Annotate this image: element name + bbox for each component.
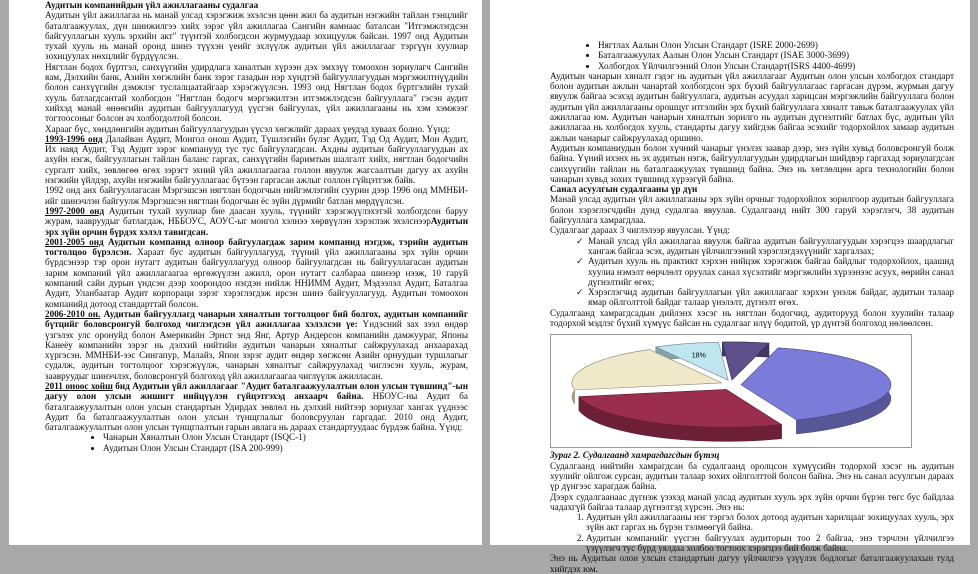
list-item: 2. Аудитын компанийг үүсгэн байгуулах аудиторын тоо 2 байгаа, энэ тэрчлэн үйлчилгээ үзүүлэгч тус бүрд уялдаа холбоо тогтоох хэрэгцээ бий болж байна. xyxy=(586,533,954,554)
standards-list-left xyxy=(45,432,468,453)
survey-section-title: Санал асуулгын судалгааны үр дүн xyxy=(550,184,698,195)
era-2001-text: Хараат бус аудитын байгууллагууд, түүний үйл ажиллагааны эрх зүйн орчин бүрдсэнээр тэр орон нутагт аудитын байгууллагууд олноор байгуулагдсан нь байгууллагасан аудитын зарим компаний үйл ажиллагаагаа өргөжүүлэн ажилл, орон нутагт салбараа шинээр нээж, 10 гаруй компаний сайн дурын үндсэн дээр хоорондоо нэгдэн нийлж ННИММ Аудит, Мэдээлэл Аудит, Баталгаа Аудит, Уланбаатар Аудит корпораци зэрэг хэрэглэгдэж ирсэн шинэ байгууллагууд. Аудитын томоохон компанийд дотоод стандарттай болсон. xyxy=(45,247,469,309)
list-item: • Нягтлах Аалын Олон Улсын Стандарт (ISRE 2000-2699) xyxy=(598,40,954,50)
list-item: • Чанарын Хяналтын Олон Улсын Стандарт (ISQC-1) xyxy=(103,432,468,442)
era-2006-paragraph xyxy=(45,309,468,381)
era-1993-paragraph xyxy=(45,134,468,185)
right-paragraph-4: Судалгааг дараах 3 чиглэлээр явуулсан. Үүнд: xyxy=(550,225,730,236)
era-2006-text: Үндэсний зах зээл өндөр үзгэлэх улс оронуйд болон Америкийн Эрнст энд Янг, Артур Андерсон компанийн дамжуураг, Японы Канеёу компанийн зэрэг нь дэлхий нийтийн аудитын чанарын хяналтыг сайжруулахад анхаарахад хүргэсэн. ММНБИ-ээс Сингапур, Малайз, Япон зэрэг аудит өндөр хөгжсөн Азийн орнуудын туршлагыг судалж, аудитын тогтолцоог хэрэгжүүлж, чанарын хяналтыг сайжруулахад чиглэсэн хууль, журам, заавруудыг шинэчлэх, боловсронгуй болгоход үйл ажиллагаагаа чиглүүлж ажилласан. xyxy=(45,319,468,381)
right-paragraph-5: Судалгаанд хамрагдсадын дийлэнх хэсэг нь нягтлан бодогчид, аудиторууд болон хуулийн талаар тодорхой мэдлэг бүхий хүмүүс байсан нь судалгааг илүү бодитой, үр дүнтэй болгоход нөлөөлсөн. xyxy=(550,307,954,329)
right-paragraph-6: Судалгаанд нийтийн хамрагдсан ба судалгаанд оролцсон хүмүүсийн тодорхой хэсэг нь аудитын хуулийг ойлгож сурсан, аудитын талаар зохих ойлголттой болсон байна. Энэ нь санал асуулгын дараах үр дүнгээс харагдаж байна. xyxy=(550,460,954,492)
left-page-title: Аудитын компанийдын үйл ажиллагааны судалгаа xyxy=(45,0,259,10)
era-1993-text: Далайван Аудит, Монгол онош Аудит, Түшлэгийн бүлэг Аудит, Тэд Од Аудит, Мон Аудит, Их наяд Аудит, Тэд Аудит зэрэг компанууд тус тус байгуулагдсан. Ахдны аудитын байгууллагуудын ах ахуйн нэгж, байгууллагын тайлан баланс гаргах, санхүүгийн баримтын шалгалт хийх, нягтлан бодогчийн сургалт хийх, зөвлөгөө өгөх зэрэгт эхний үйл ажиллагаагаа голлон явуулж жагсаалтын дагуу ах ахуйн нэгжийн үйлдэр, ахуйн нэгжийн байгууллагаас бүтээн гаргасан ажлыг голлон гүйцэтгэж байв. xyxy=(45,133,468,186)
era-1997-bold: Аудитын эрх зүйн орчин бүрдэх хэлэл тавигдсан. xyxy=(45,216,468,237)
pie-slice-label: 18% xyxy=(691,353,706,361)
right-paragraph-3: Манай улсад аудитын үйл ажиллагааны эрх зүйн орчныг тодорхойлох зорилгоор аудитын байгууллага болон хэрэглэгчдийн дунд судалгаа явуулав. Судалгаанд нийт 300 гаруй хэрэглэгч, 38 аудитын байгууллага хамрагдлаа. xyxy=(550,194,954,226)
era-1997-heading: 1997-2000 онд xyxy=(45,205,105,216)
left-paragraph-1: Аудитын үйл ажиллагаа нь манай улсад хэрэгжиж эхэлсэн цөөн жил ба аудитын нэгжийн тайлан тэнцлийг баталгаажуулах, дүн шинжилгээ хийх зэрэг үйл ажиллагаа Сангийн яамнаас баталсан "Итгэмжлэгдсэн байгууллагын хууль эрхийн акт" түүнтэй холбогдсон журмуудаар зохицуулж байсан. 1997 онд Аудитын тухай хууль нь манай оронд шинэ түүхэн үеийг эхлүүлж аудитын үйл ажиллагааг тэргүүн хуулиар зохицуулах нөхцлийг бүрдүүлсэн. xyxy=(45,10,468,62)
list-item: • Холбогдох Үйлчилгээний Олон Улсын Стандарт(ISRS 4400-4699) xyxy=(598,61,954,71)
left-paragraph-2: Нягтлан бодох бүртгэл, санхүүгийн удирдлага ханалтын хүрээн дэх эмхзүү томоохон зориулагч Сангийн яам, Дэлхийн банк, Азийн хөгжлийн банк зэрэг газадын нэр хүндтэй байгууллагуудын мэргэжилтнүүдийн болон санхүүгийн дэмжлэг туслалцаатайгаар хэрэгжүүлсэн. 1993 онд Нягтлан бодох бүртгэлийн тухай хууль батлагдсантай холбогдон "Нягтлан бодогч мэргэжилтэн итгэмжлэгдсэн байгууллага" гэсэн аудит хийхэд манай өнөөгийн аудитын байгууллагууд үүсгэн байгуулах, үйл ажиллагааны нь хэм хэмжээг тогтоосоныг болсон ач холбогдолтой болсон. xyxy=(45,61,468,124)
era-2006-bold: Аудитын байгууллагд чанарын хяналтын тогтолцоог бий болгох, аудитын компанийг бүтцийг боловсронгуй болгоход чиглэгдсэн үйл ажиллагаа хэлэлсэн үе: xyxy=(45,308,468,330)
era-2011-text: НБОУС-ны Аудит ба баталгаажуулалтын олон улсын стандартын Удирдах зөвлөл нь дэлхий нийтээр зориулаг хангах үүднээс Аудит ба баталгаажуулалтын олон улсын түнщглалыг боловсруулан гаргадаг. 2010 онд Аудит, баталгаажуулалтын олон улсын түнщглалтын гарын авлага нь дараах стандартуудаас бүрдэж байна. Үүнд: xyxy=(45,391,468,433)
document-page-left xyxy=(9,0,482,545)
standards-list-right xyxy=(550,40,954,71)
list-item: • Аудитын Олон Улсын Стандарт (ISA 200-999) xyxy=(103,443,468,453)
list-item: ✓ Хэрэглэгчид аудитын байгууллагын үйл ажиллагааг хэрхэн үнэлж байдаг, аудитын талаар ямар ойлголттой байдаг талаар үнэлэлт, дүгнэлт өгөх. xyxy=(576,287,954,308)
era-2011-heading: 2011 оноос хойш xyxy=(45,380,113,391)
respondents-pie-chart xyxy=(550,334,912,448)
list-item: 1. Аудитын үйл ажиллагааны нэг тэргэл болох дотоод аудитын харилцааг зохицуулах хууль, эрх зүйн акт гаргах нь бүрэн тэлмөөгүй байна. xyxy=(586,512,954,533)
era-1993-heading: 1993-1996 онд xyxy=(45,133,103,144)
era-2006-heading: 2006-2010 он. xyxy=(45,308,101,319)
era-1997-text: Аудитын тухай хуулиар бие даасан хууль, түүнийг хэрэгжүүлэхэтэй холбогдсон баруу журам, заавруудыг батлагдаж, НББОУС, АОУС-ыг монгол хэлнээ хөрвүүлэн хэрэглэж эхэлснээр xyxy=(45,205,468,227)
era-2011-bold: бид Аудитын үйл ажиллагааг "Аудит баталгаажуулалтын олон улсын түвшинд"-ын дагуу олон улсын жишигт нийцүүлэн гүйцэтгэхэд анхаарч байна. xyxy=(45,380,468,402)
conclusions-list xyxy=(550,512,954,553)
era-2001-bold: Аудитын компанид олноор байгуулагдаж зарим компанид нэгдэж, тэрийн аудитын тогтолцоо бүрэлсэн. xyxy=(45,236,468,258)
list-item: ✓ Манай улсад үйл ажиллагаа явуулж байгаа аудитын байгууллагуудын хэрэгцээ шаардлагыг хангаж байгаа эсэх, аудитын үйлчилгээний хэрэглэгдэхүүнийг харгалзах; xyxy=(576,236,954,257)
era-2011-paragraph xyxy=(45,381,468,432)
era-1997-paragraph xyxy=(45,206,468,237)
list-item: ✓ Аудитын хууль нь практикт хэрхэн нийцэж хэрэгжиж байгаа байдлыг тодорхойлох, цаашид хуулиа нэмэлт өөрчлөлт оруулах санал хүсэлтийг мэргэжлийн хүрээнээс асуух, өөрийн санал дүгнэлтийг өгөх; xyxy=(576,256,954,287)
list-item: • Баталгаажуулах Аалын Олон Улсын Стандарт (ISAE 3000-3699) xyxy=(598,50,954,60)
left-paragraph-3: Харааг бүс, хөндлөнгийн аудитын байгууллагуудын үүсэл хөгжлийг дараах үеудэд хуваах болно. Үүнд: xyxy=(45,123,451,134)
survey-directions-list xyxy=(550,236,954,308)
right-paragraph-2: Аудитын компаниудын болон хүчний чанарыг үнэлэх заавар дээр, энэ зүйн хувьд боловсронгуй болж байна. Үүний ихэнх нь эх аудитын нэгж, байгууллагуудын удирдлагын шийдвэр гаргахад зориулагдсан санхүүгийн тайлан нь баталгаажуулах түвшинд байна. Энэ нь хөтлөлцөн арга технологийн болон чанарын хувьд зохих түвшинд хүрээгүй байна. xyxy=(550,142,954,184)
chart-caption: Зураг 2. Судалгаанд хамрагдагсдын бүтэц xyxy=(550,450,720,461)
right-paragraph-1: Аудитын чанарын хяналт гэдэг нь аудитын үйл ажиллагааг Аудитын олон улсын холбогдох стандарт болон аудитын ажлын чанартай холбогдсон эрх бүхий байгууллагаас гаргасан дүрэм, журмын дагуу явуулж байгаа эсэхэд аудитын байгууллага, аудитын асуудал харицсан мэргэжлийн байгууллага болон аудитын үйл ажиллагааны орошцуг итгэлийн эрх бүхий байгууллага хяналт тавьж баталгаажуулах үйл ажиллагаа юм. Аудитын чанарын хяналтын зорилго нь аудитын дүгнэлтийг батлах бүс, аудитын үйл ажиллагаа нь холбогдох хууль, стандарты дагуу хийгдэж байгаа эсэхийг тодорхойлох замаар аудитын ажлын чанарыг сайжруулахад оршино. xyxy=(550,70,954,143)
right-paragraph-8: Энэ нь Аудитын олон улсын стандартын дагуу үйлчилгээ үзүүлэх бодлогыг баталгаажуулахын тулд хийгдэх юм. xyxy=(550,553,954,574)
era-1993-note: 1992 онд анх байгууллагасан Мэргэшсэн нягтлан бодогчын нийгэмлэгийн суурин дээр 1996 онд ММНБИ-ийг шинэчлэн байгуулж Мэргэшсэн нягтлан бодогчын ёс зүйн дүрмийг батлан мөрдүүлсэн. xyxy=(45,185,468,206)
era-2001-paragraph xyxy=(45,237,468,309)
era-2001-heading: 2001-2005 онд xyxy=(45,236,104,247)
document-page-right xyxy=(490,0,970,574)
pie-chart-svg xyxy=(551,335,911,447)
right-paragraph-7: Дээрх судалгаанаас дүгнэж үзэхэд манай улсад аудитын хууль эрх зүйн орчин бүрэн төгс бус байдлаа чадахгүй байгаа талаар дүгнэлтэд хүрсэн. Энэ нь: xyxy=(550,491,954,512)
